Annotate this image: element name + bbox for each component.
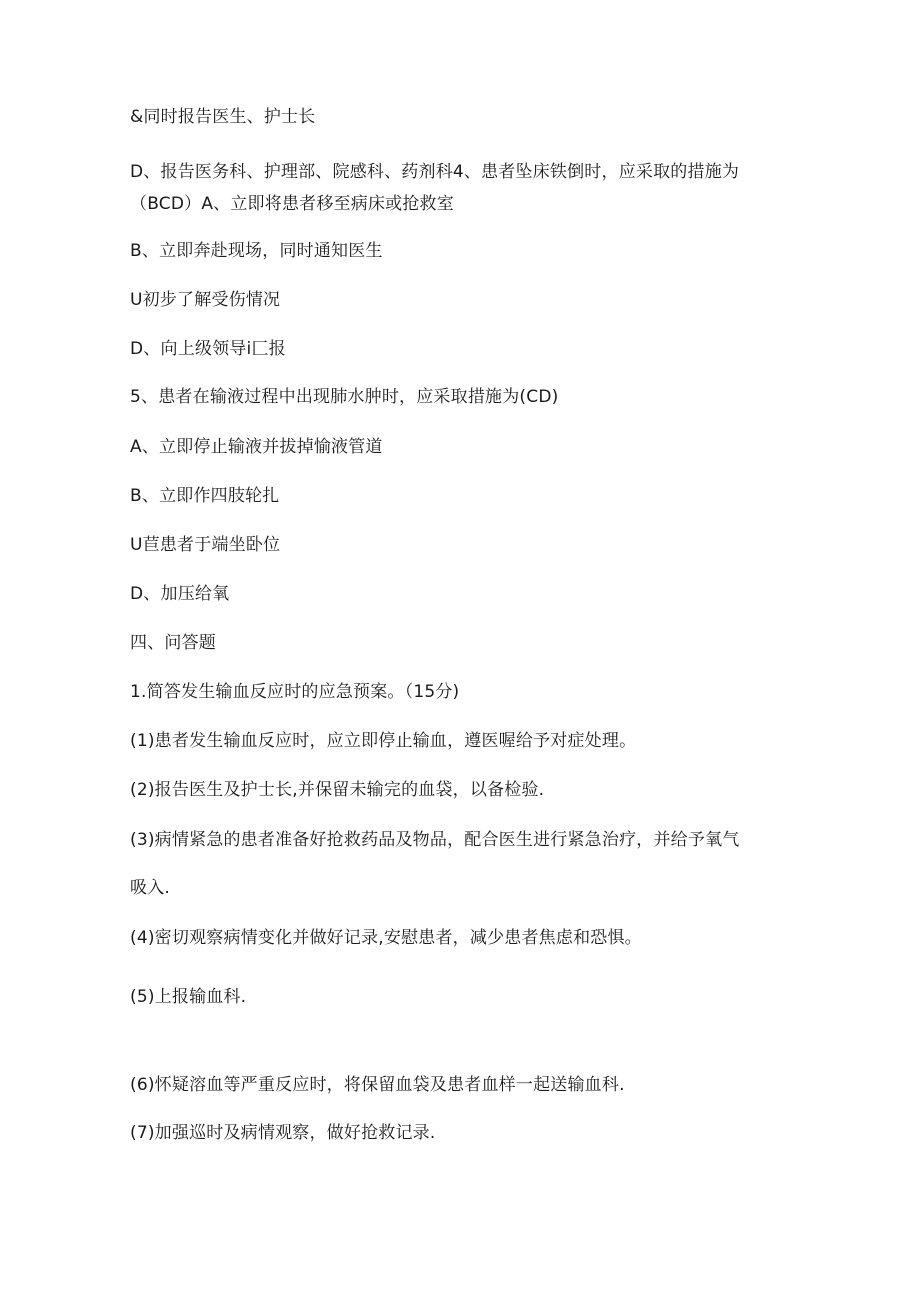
text-line: B、立即作四肢轮扎 (130, 486, 280, 506)
text-line: &同时报告医生、护士长 (130, 107, 316, 127)
text-line: (5)上报输血科. (130, 987, 247, 1007)
text-line: B、立即奔赴现场，同时通知医生 (130, 241, 383, 261)
text-line: D、报告医务科、护理部、院感科、药剂科4、患者坠床铁倒时，应采取的措施为 (130, 162, 740, 182)
text-line: U初步了解受伤情况 (130, 290, 281, 310)
text-line: U苣患者于端坐卧位 (130, 535, 281, 555)
text-line: (4)密切观察病情变化并做好记录,安慰患者，减少患者焦虑和恐惧。 (130, 928, 642, 948)
text-line: (1)患者发生输血反应时，应立即停止输血，遵医喔给予对症处理。 (130, 731, 637, 751)
text-line: (6)怀疑溶血等严重反应时，将保留血袋及患者血样一起送输血科. (130, 1075, 625, 1095)
text-line: D、向上级领导i匚报 (130, 339, 286, 359)
section-heading: 四、问答题 (130, 633, 216, 653)
text-line: 5、患者在输液过程中出现肺水肿时，应采取措施为(CD) (130, 387, 559, 407)
text-line: D、加压给氧 (130, 584, 230, 604)
question-title: 1.简答发生输血反应时的应急预案。（15分) (130, 682, 460, 702)
text-line: (2)报告医生及护士长,并保留未输完的血袋，以备检验. (130, 780, 545, 800)
text-line: A、立即停止输液并拔掉愉液管道 (130, 437, 383, 457)
text-line: (7)加强巡时及病情观察，做好抢救记录. (130, 1123, 436, 1143)
text-line: 吸入. (130, 878, 171, 898)
text-line: （BCD）A、立即将患者移至病床或抢救室 (130, 194, 454, 214)
text-line: (3)病情紧急的患者准备好抢救药品及物品，配合医生进行紧急治疗，并给予氧气 (130, 830, 740, 850)
